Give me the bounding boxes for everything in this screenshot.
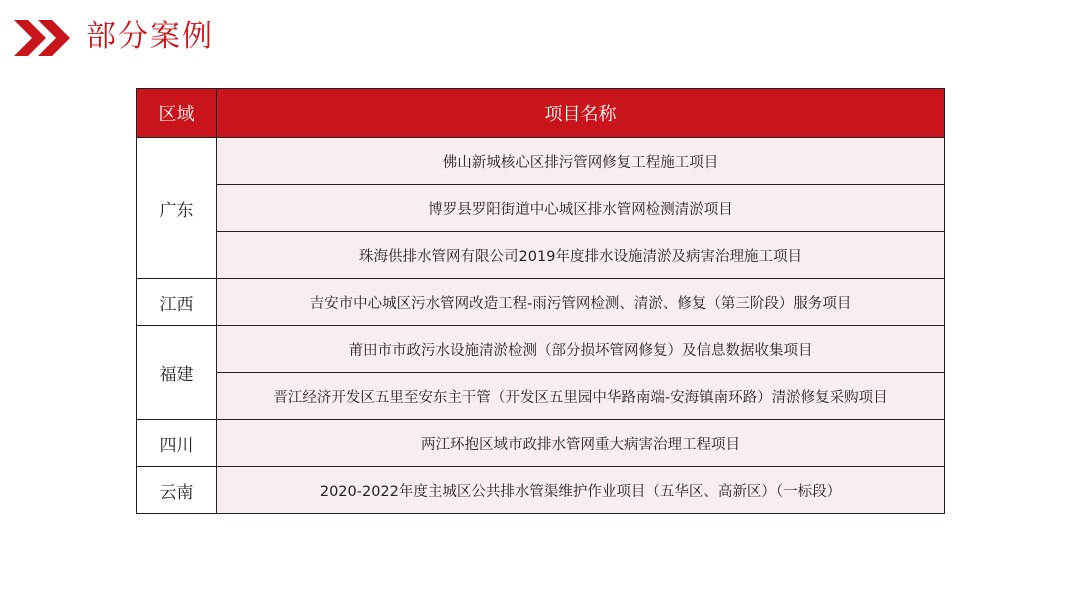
project-cell: 吉安市中心城区污水管网改造工程-雨污管网检测、清淤、修复（第三阶段）服务项目 <box>217 279 945 326</box>
header-project-name: 项目名称 <box>217 89 945 138</box>
project-cell: 晋江经济开发区五里至安东主干管（开发区五里园中华路南端-安海镇南环路）清淤修复采购项目 <box>217 373 945 420</box>
project-cell: 博罗县罗阳街道中心城区排水管网检测清淤项目 <box>217 185 945 232</box>
project-cell: 珠海供排水管网有限公司2019年度排水设施清淤及病害治理施工项目 <box>217 232 945 279</box>
project-cell: 莆田市市政污水设施清淤检测（部分损坏管网修复）及信息数据收集项目 <box>217 326 945 373</box>
project-cell: 佛山新城核心区排污管网修复工程施工项目 <box>217 138 945 185</box>
table-row <box>137 326 945 373</box>
table-row <box>137 373 945 420</box>
table-header-row <box>137 89 945 138</box>
page-title: 部分案例 <box>86 19 214 54</box>
project-table <box>136 88 945 514</box>
table-row <box>137 420 945 467</box>
region-cell: 四川 <box>137 420 217 467</box>
table-row <box>137 185 945 232</box>
header-region: 区域 <box>137 89 217 138</box>
region-cell: 福建 <box>137 326 217 420</box>
region-cell: 云南 <box>137 467 217 514</box>
table-row <box>137 467 945 514</box>
region-cell: 江西 <box>137 279 217 326</box>
project-cell: 2020-2022年度主城区公共排水管渠维护作业项目（五华区、高新区）（一标段） <box>217 467 945 514</box>
table-row <box>137 232 945 279</box>
table-row <box>137 138 945 185</box>
region-cell: 广东 <box>137 138 217 279</box>
project-cell: 两江环抱区域市政排水管网重大病害治理工程项目 <box>217 420 945 467</box>
double-chevron-right-icon <box>14 20 76 56</box>
table-row <box>137 279 945 326</box>
